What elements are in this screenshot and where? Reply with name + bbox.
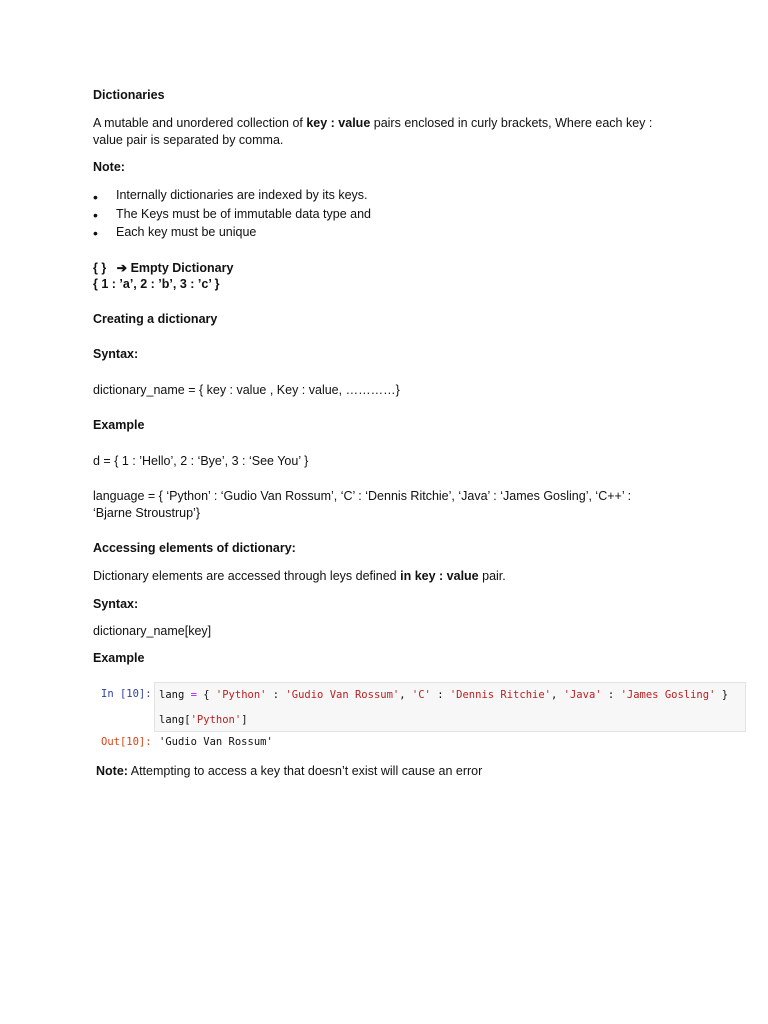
code-token: , [551, 689, 564, 701]
accessing-heading: Accessing elements of dictionary: [93, 541, 296, 555]
accessing-text-1: Dictionary elements are accessed through leys defined [93, 569, 401, 583]
bullet-dot-icon: • [93, 189, 98, 205]
empty-braces: { } [93, 261, 107, 275]
empty-dictionary-line [93, 260, 233, 275]
in-prompt: In [10]: [101, 688, 152, 700]
code-token: { [196, 689, 216, 701]
final-note-label: Note: [96, 764, 128, 778]
code-string: 'C' [411, 689, 431, 701]
final-note [96, 764, 482, 778]
out-prompt: Out[10]: [101, 736, 152, 748]
code-string: 'Java' [563, 689, 602, 701]
intro-text-1: A mutable and unordered collection of [93, 116, 307, 130]
final-note-text: Attempting to access a key that doesn’t exist will cause an error [127, 764, 483, 778]
code-token: lang [159, 689, 191, 701]
code-token: = [190, 689, 197, 701]
code-token: lang[ [159, 714, 191, 726]
notebook-code-cell [94, 681, 746, 751]
example-language-line-1: language = { ‘Python’ : ‘Gudio Van Rossum’, ‘C’ : ‘Dennis Ritchie’, ‘Java’ : ‘James Gosling’, ‘C++’ : [93, 489, 632, 503]
syntax-heading: Syntax: [93, 597, 139, 611]
dictionary-literal-example: { 1 : ’a’, 2 : ’b’, 3 : ’c’ } [93, 277, 220, 291]
code-input-area[interactable] [154, 682, 746, 732]
bullet-dot-icon: • [93, 207, 98, 223]
code-string: 'Gudio Van Rossum' [285, 689, 400, 701]
list-item: Each key must be unique [116, 225, 257, 239]
note-heading: Note: [93, 160, 125, 174]
intro-text-2: pairs enclosed in curly brackets, Where each key : [370, 116, 653, 130]
intro-paragraph-line-2: value pair is separated by comma. [93, 133, 284, 147]
code-output: 'Gudio Van Rossum' [159, 736, 273, 748]
syntax-heading: Syntax: [93, 347, 139, 361]
code-string: 'James Gosling' [620, 689, 716, 701]
intro-bold-key-value: key : value [306, 116, 371, 130]
code-string: 'Python' [215, 689, 267, 701]
page-title: Dictionaries [93, 88, 165, 102]
creating-heading: Creating a dictionary [93, 312, 218, 326]
code-line-1 [159, 689, 728, 701]
example-heading: Example [93, 418, 145, 432]
code-token: : [601, 689, 621, 701]
code-token: } [715, 689, 729, 701]
example-heading: Example [93, 651, 145, 665]
right-arrow-icon: ➔ [116, 261, 128, 275]
syntax-line: dictionary_name = { key : value , Key : value, …………} [93, 383, 400, 397]
list-item: Internally dictionaries are indexed by its keys. [116, 188, 368, 202]
code-string: 'Python' [190, 714, 242, 726]
code-token: : [430, 689, 450, 701]
intro-paragraph-line-1 [93, 116, 652, 130]
accessing-text-2: pair. [478, 569, 506, 583]
accessing-bold: in key : value [400, 569, 479, 583]
bullet-dot-icon: • [93, 225, 98, 241]
code-token: , [399, 689, 412, 701]
list-item: The Keys must be of immutable data type and [116, 207, 371, 221]
code-token: : [266, 689, 286, 701]
syntax-line: dictionary_name[key] [93, 624, 212, 638]
accessing-paragraph [93, 569, 506, 583]
example-language-line-2: ‘Bjarne Stroustrup’} [93, 506, 201, 520]
example-d-line: d = { 1 : ’Hello’, 2 : ‘Bye’, 3 : ‘See You’ } [93, 454, 309, 468]
code-string: 'Dennis Ritchie' [449, 689, 551, 701]
empty-dictionary-label: Empty Dictionary [130, 261, 234, 275]
code-line-2 [159, 714, 248, 726]
code-token: ] [241, 714, 248, 726]
